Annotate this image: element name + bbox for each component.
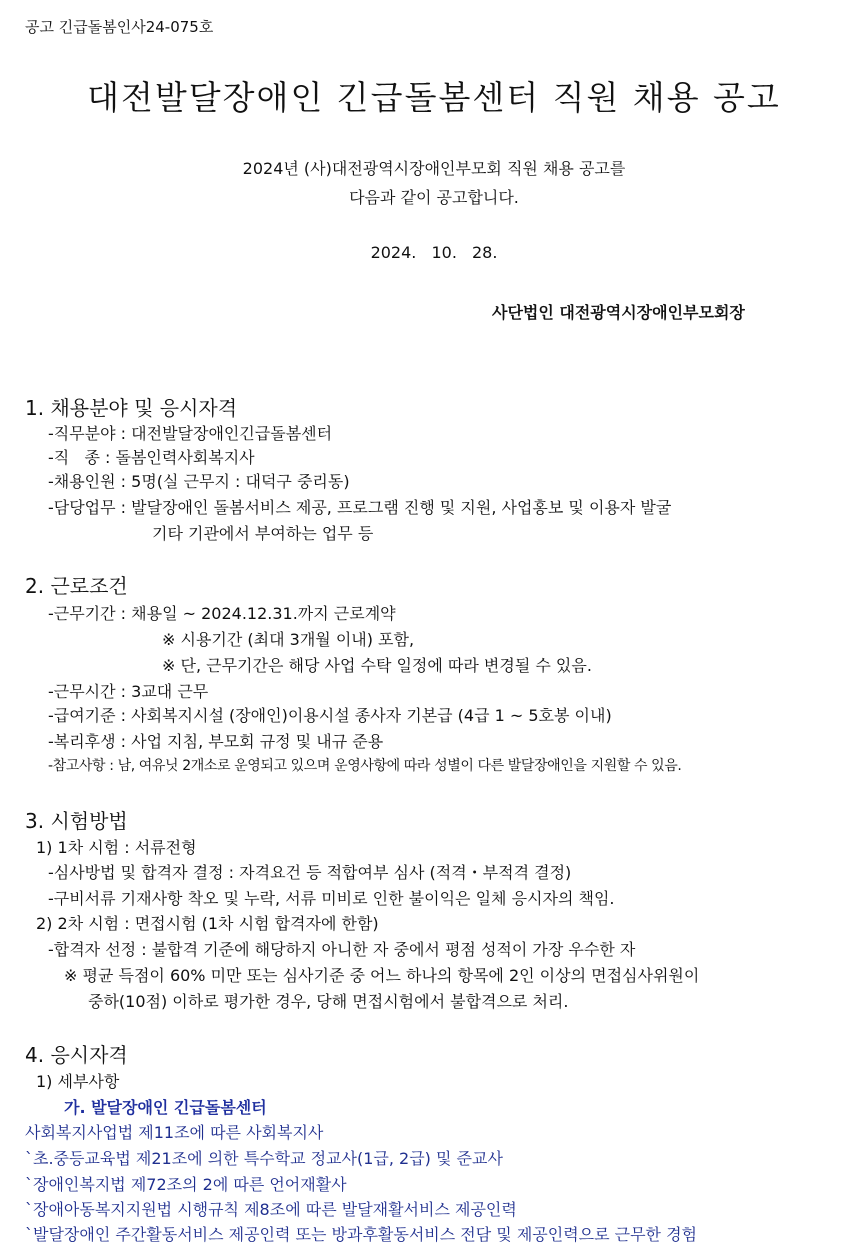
section-heading-recruitment: 1. 채용분야 및 응시자격 — [25, 396, 238, 420]
issuing-organization: 사단법인 대전광역시장애인부모회장 — [492, 303, 745, 322]
qualification-social-worker: 사회복지사업법 제11조에 따른 사회복지사 — [25, 1123, 324, 1142]
work-period-line: -근무기간 : 채용일 ~ 2024.12.31.까지 근로계약 — [48, 604, 396, 623]
failure-criteria-continued: 중하(10점) 이하로 평가한 경우, 당해 면접시험에서 불합격으로 처리. — [88, 992, 569, 1011]
section-heading-exam: 3. 시험방법 — [25, 809, 128, 833]
qualification-speech-therapist: `장애인복지법 제72조의 2에 따른 언어재활사 — [25, 1175, 347, 1194]
job-field-line: -직무분야 : 대전발달장애인긴급돌봄센터 — [48, 424, 333, 443]
reference-line: -참고사항 : 남, 여유닛 2개소로 운영되고 있으며 운영사항에 따라 성별이 다른 발달장애인을 지원할 수 있음. — [48, 758, 682, 774]
intro-line-2: 다음과 같이 공고합니다. — [349, 188, 519, 207]
page-title: 대전발달장애인 긴급돌봄센터 직원 채용 공고 — [87, 78, 781, 117]
failure-criteria-note: ※ 평균 득점이 60% 미만 또는 심사기준 중 어느 하나의 항목에 2인 이상의 면접심사위원이 — [64, 966, 700, 985]
welfare-line: -복리후생 : 사업 지침, 부모회 규정 및 내규 준용 — [48, 732, 384, 751]
work-hours-line: -근무시간 : 3교대 근무 — [48, 682, 209, 701]
salary-line: -급여기준 : 사회복지시설 (장애인)이용시설 종사자 기본급 (4급 1 ~ 5호봉 이내) — [48, 706, 612, 725]
center-subheading: 가. 발달장애인 긴급돌봄센터 — [64, 1098, 267, 1117]
second-exam-line: 2) 2차 시험 : 면접시험 (1차 시험 합격자에 한함) — [36, 914, 379, 933]
section-heading-qualifications: 4. 응시자격 — [25, 1043, 128, 1067]
qualification-special-teacher: `초.중등교육법 제21조에 의한 특수학교 정교사(1급, 2급) 및 준교사 — [25, 1149, 503, 1168]
details-line: 1) 세부사항 — [36, 1072, 120, 1091]
duties-line: -담당업무 : 발달장애인 돌봄서비스 제공, 프로그램 진행 및 지원, 사업홍보 및 이용자 발굴 — [48, 498, 672, 517]
qualification-development-rehab: `장애아동복지지원법 시행규칙 제8조에 따른 발달재활서비스 제공인력 — [25, 1200, 517, 1219]
duties-continued-line: 기타 기관에서 부여하는 업무 등 — [152, 524, 374, 543]
intro-line-1: 2024년 (사)대전광역시장애인부모회 직원 채용 공고를 — [242, 159, 626, 178]
job-type-line: -직 종 : 돌봄인력사회복지사 — [48, 448, 255, 467]
period-change-note: ※ 단, 근무기간은 해당 사업 수탁 일정에 따라 변경될 수 있음. — [162, 656, 592, 675]
section-heading-conditions: 2. 근로조건 — [25, 574, 128, 598]
announcement-date: 2024. 10. 28. — [370, 243, 498, 262]
headcount-line: -채용인원 : 5명(실 근무지 : 대덕구 중리동) — [48, 472, 350, 491]
notice-number: 공고 긴급돌봄인사24-075호 — [25, 18, 214, 36]
probation-note: ※ 시용기간 (최대 3개월 이내) 포함, — [162, 630, 415, 649]
documents-line: -구비서류 기재사항 착오 및 누락, 서류 미비로 인한 불이익은 일체 응시자의 책임. — [48, 889, 615, 908]
first-exam-line: 1) 1차 시험 : 서류전형 — [36, 838, 197, 857]
screening-method-line: -심사방법 및 합격자 결정 : 자격요건 등 적합여부 심사 (적격・부적격 결정) — [48, 863, 572, 882]
selection-line: -합격자 선정 : 불합격 기준에 해당하지 아니한 자 중에서 평점 성적이 가장 우수한 자 — [48, 940, 636, 959]
qualification-activity-service: `발달장애인 주간활동서비스 제공인력 또는 방과후활동서비스 전담 및 제공인력으로 근무한 경험 — [25, 1225, 698, 1244]
